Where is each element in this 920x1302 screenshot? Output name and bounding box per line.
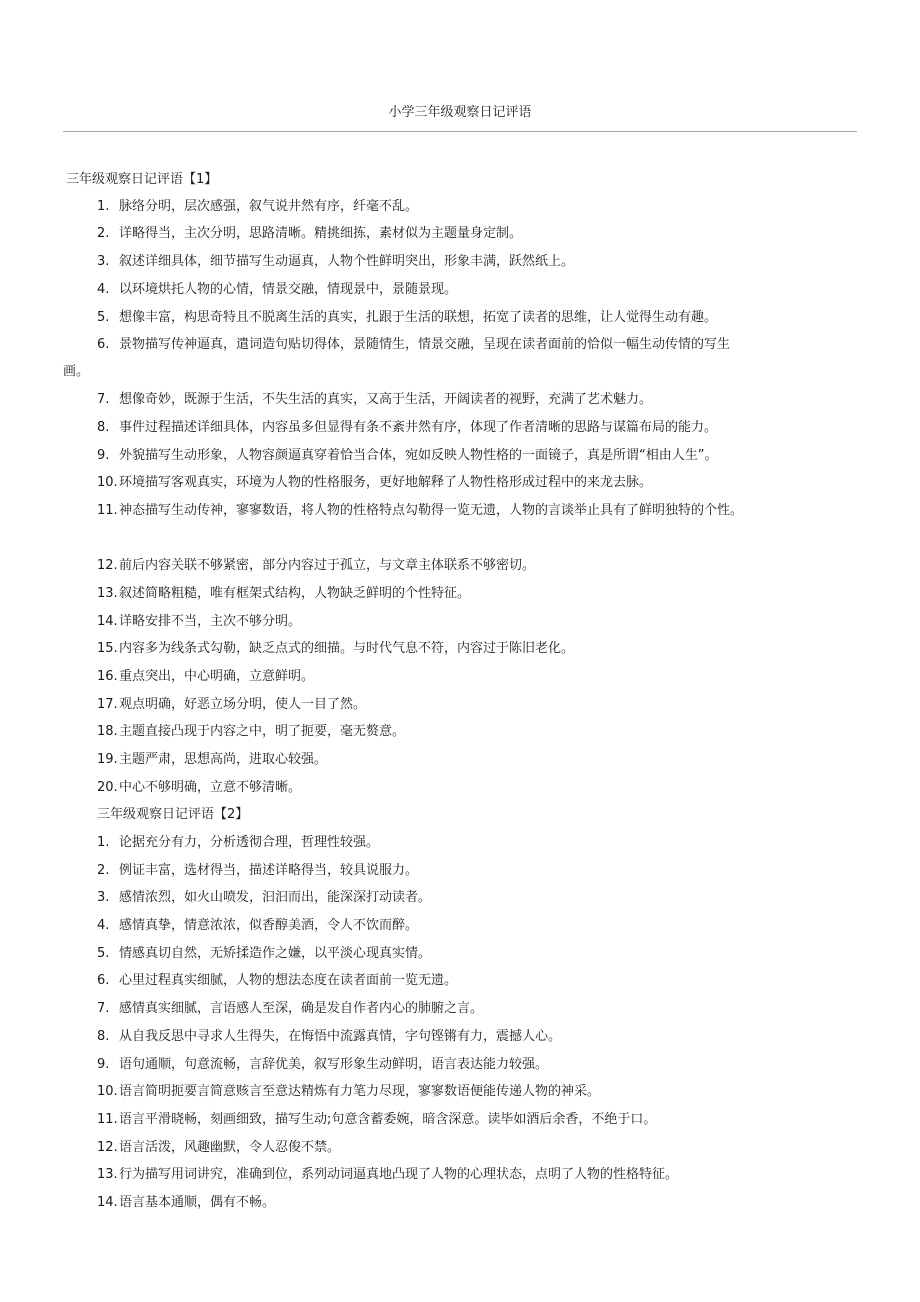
list-item: 6. 景物描写传神逼真，遣词造句贴切得体，景随情生，情景交融，呈现在读者面前的恰似一幅生动传情的写生 画。 [63,337,731,379]
list-item: 13.行为描写用词讲究，准确到位，系列动词逼真地凸现了人物的心理状态，点明了人物的性格特征。 [97,1167,679,1182]
section-1-heading: 三年级观察日记评语【1】 [66,172,218,187]
list-item: 7. 想像奇妙，既源于生活，不失生活的真实，又高于生活，开阔读者的视野，充满了艺术魅力。 [97,392,653,407]
list-item: 1. 脉络分明，层次感强，叙气说井然有序，纤毫不乱。 [97,199,419,214]
list-item: 4. 感情真挚，情意浓浓，似香醇美酒，令人不饮而醉。 [97,918,419,933]
list-item: 13.叙述简略粗糙，唯有框架式结构，人物缺乏鲜明的个性特征。 [97,586,471,601]
list-item: 11.语言平滑晓畅，刻画细致，描写生动;句意含蓄委婉，暗含深意。读毕如酒后余香，不绝于口。 [97,1112,657,1127]
list-item: 9. 语句通顺，句意流畅，言辞优美，叙写形象生动鲜明，语言表达能力较强。 [97,1057,549,1072]
list-item: 10.环境描写客观真实，环境为人物的性格服务，更好地解释了人物性格形成过程中的来龙去脉。 [97,475,653,490]
list-item: 15.内容多为线条式勾勒，缺乏点式的细描。与时代气息不符，内容过于陈旧老化。 [97,641,575,656]
list-item: 18.主题直接凸现于内容之中，明了扼要，毫无赘意。 [97,724,406,739]
list-item: 12.语言活泼，风趣幽默，令人忍俊不禁。 [97,1140,341,1155]
list-item: 3. 叙述详细具体，细节描写生动逼真，人物个性鲜明突出，形象丰满，跃然纸上。 [97,254,575,269]
list-item: 2. 详略得当，主次分明，思路清晰。精挑细拣，素材似为主题量身定制。 [97,226,523,241]
list-item: 8. 事件过程描述详细具体，内容虽多但显得有条不紊井然有序，体现了作者清晰的思路与谋篇布局的能力。 [97,420,718,435]
list-item: 8. 从自我反思中寻求人生得失，在悔悟中流露真情，字句铿锵有力，震撼人心。 [97,1029,562,1044]
document-title: 小学三年级观察日记评语 [388,105,532,120]
list-item: 16.重点突出，中心明确，立意鲜明。 [97,669,315,684]
list-item: 10.语言简明扼要言简意赅言至意达精炼有力笔力尽现，寥寥数语便能传递人物的神采。 [97,1084,601,1099]
list-item: 3. 感情浓烈，如火山喷发，汩汩而出，能深深打动读者。 [97,890,432,905]
list-item: 20.中心不够明确，立意不够清晰。 [97,780,302,795]
list-item: 1. 论据充分有力，分析透彻合理，哲理性较强。 [97,835,380,850]
list-item: 7. 感情真实细腻，言语感人至深，确是发自作者内心的肺腑之言。 [97,1001,484,1016]
list-item: 5. 情感真切自然，无矫揉造作之嫌，以平淡心现真实情。 [97,946,432,961]
list-item: 14.语言基本通顺，偶有不畅。 [97,1195,276,1210]
list-item: 4. 以环境烘托人物的心情，情景交融，情现景中，景随景现。 [97,282,458,297]
list-item: 14.详略安排不当，主次不够分明。 [97,614,302,629]
list-item: 9. 外貌描写生动形象，人物容颜逼真穿着恰当合体，宛如反映人物性格的一面镜子，真是所谓“相由人生”。 [97,448,718,463]
list-item: 5. 想像丰富，构思奇特且不脱离生活的真实，扎跟于生活的联想，拓宽了读者的思维，让人觉得生动有趣。 [97,310,718,325]
header-divider [63,131,857,132]
list-item: 6. 心里过程真实细腻，人物的想法态度在读者面前一览无遗。 [97,973,458,988]
list-item: 17.观点明确，好恶立场分明，使人一目了然。 [97,697,367,712]
section-2-heading: 三年级观察日记评语【2】 [97,807,249,822]
list-item: 19.主题严肃，思想高尚，进取心较强。 [97,752,328,767]
list-item: 12.前后内容关联不够紧密，部分内容过于孤立，与文章主体联系不够密切。 [97,558,536,573]
list-item: 2. 例证丰富，选材得当，描述详略得当，较具说服力。 [97,863,419,878]
list-item: 11.神态描写生动传神，寥寥数语，将人物的性格特点勾勒得一览无遗，人物的言谈举止具有了鲜明独特的个性。 [97,503,744,518]
